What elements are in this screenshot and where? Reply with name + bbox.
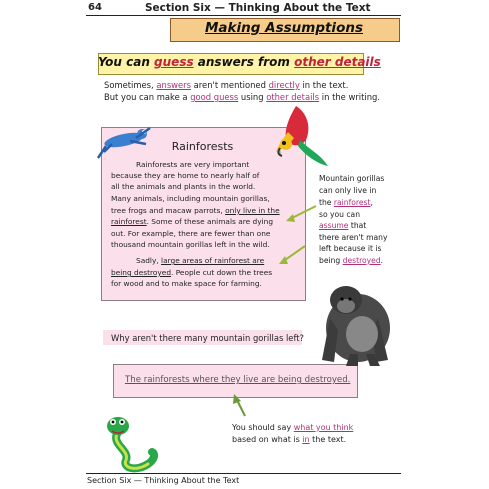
tree-frog-icon <box>98 128 150 158</box>
footer-text: Section Six — Thinking About the Text <box>87 476 240 485</box>
side-note-line: assume that <box>319 221 367 230</box>
side-note-line: Mountain gorillas <box>319 174 385 183</box>
pointer-arrow-upper <box>286 206 316 222</box>
pointer-arrow-lower <box>279 246 305 264</box>
snake-icon <box>107 417 154 468</box>
passage-line: all the animals and plants in the world. <box>111 182 256 191</box>
bottom-note-line: You should say what you think <box>232 423 354 432</box>
passage-title: Rainforests <box>171 140 234 153</box>
pointer-arrow-answer <box>233 394 245 416</box>
intro-line-2: But you can make a good guess using other details in the writing. <box>104 92 380 102</box>
bottom-note-line: based on what is in the text. <box>232 435 347 444</box>
side-note-line: being destroyed. <box>319 256 384 265</box>
passage-line: tree frogs and macaw parrots, only live in the <box>111 206 280 215</box>
page-title: Making Assumptions <box>205 20 363 36</box>
passage-line: Many animals, including mountain gorillas, <box>111 194 270 203</box>
answer-text: The rainforests where they live are being destroyed. <box>125 375 351 385</box>
passage-line: for wood and to make space for farming. <box>111 279 262 288</box>
page-number: 64 <box>88 2 102 13</box>
passage-line: Sadly, large areas of rainforest are <box>136 256 265 265</box>
question-text: Why aren't there many mountain gorillas left? <box>111 333 304 343</box>
passage-line: being destroyed. People cut down the trees <box>111 268 273 277</box>
parrot-icon <box>276 106 328 166</box>
intro-line-1: Sometimes, answers aren't mentioned directly in the text. <box>104 80 349 90</box>
side-note-line: left because it is <box>319 244 382 253</box>
passage-line: rainforest. Some of these animals are dying <box>111 217 274 226</box>
passage-line: thousand mountain gorillas left in the wild. <box>111 240 270 249</box>
side-note-line: so you can <box>319 210 361 219</box>
subtitle: You can guess answers from other details <box>98 55 381 69</box>
passage-line: out. For example, there are fewer than one <box>111 229 271 238</box>
passage-line: because they are home to nearly half of <box>111 171 260 180</box>
side-note-line: can only live in <box>319 186 377 195</box>
side-note-line: the rainforest, <box>319 198 373 207</box>
gorilla-icon <box>322 286 390 366</box>
section-header: Section Six — Thinking About the Text <box>145 2 371 14</box>
passage-line: Rainforests are very important <box>136 160 250 169</box>
side-note-line: there aren't many <box>319 233 388 242</box>
